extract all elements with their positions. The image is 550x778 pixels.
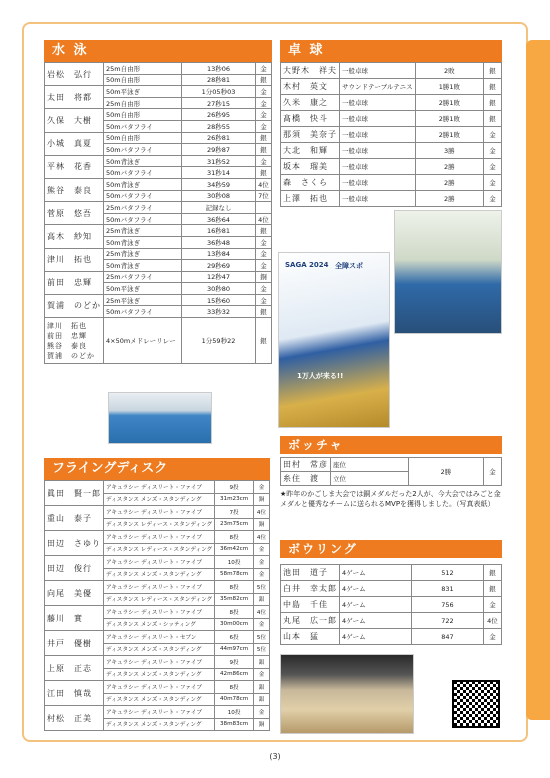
- athlete-name: 高木 紗知: [45, 225, 104, 248]
- medal-value: 銀: [484, 95, 502, 111]
- page-side-tab: [526, 40, 550, 720]
- medal-value: 金: [484, 458, 502, 486]
- result-value: 2勝: [409, 458, 484, 486]
- medal-value: 銀: [256, 167, 272, 179]
- result-value: 6投: [215, 631, 254, 644]
- medal-value: 7位: [256, 190, 272, 202]
- flying-disc-table: [44, 480, 270, 731]
- result-value: 8投: [215, 531, 254, 544]
- athlete-name: 小城 真夏: [45, 132, 104, 155]
- medal-value: 4位: [254, 606, 270, 619]
- table-row: [45, 506, 270, 519]
- relay-member: 前田 忠輝: [47, 331, 87, 340]
- event-name: 50mバタフライ: [104, 120, 182, 132]
- table-row: [45, 86, 272, 98]
- event-name: ディスタンス レディース・スタンディング: [104, 593, 215, 606]
- relay-member: 津川 拓也: [47, 321, 87, 330]
- result-value: 44m97cm: [215, 643, 254, 656]
- result-value: 2勝1敗: [415, 127, 483, 143]
- athlete-name: 田辺 さゆり: [45, 531, 104, 556]
- flying-disc-section: [44, 458, 270, 731]
- relay-result: 1分59秒22: [182, 318, 256, 364]
- medal-value: 銀: [484, 565, 502, 581]
- table-tennis-photo: [394, 210, 502, 334]
- medal-value: 銀: [484, 79, 502, 95]
- swimming-table: [44, 62, 272, 364]
- boccia-table: [280, 457, 502, 486]
- athlete-name: 田辺 俊行: [45, 556, 104, 581]
- boccia-note: ★昨年のかごしま大会では銅メダルだった2人が、今大会ではみごと金メダルと優秀なチームに送られるMVPを獲得しました。（写真表紙）: [280, 490, 501, 508]
- table-row: [281, 63, 502, 79]
- table-row: [45, 132, 272, 144]
- result-value: 2勝: [415, 159, 483, 175]
- medal-value: 4位: [484, 613, 502, 629]
- result-value: 34秒59: [182, 178, 256, 190]
- medal-value: [256, 202, 272, 214]
- result-value: 8投: [215, 606, 254, 619]
- event-name: 一般卓球: [340, 127, 416, 143]
- table-row: [45, 248, 272, 260]
- result-value: 2敗: [415, 63, 483, 79]
- medal-value: 金: [484, 175, 502, 191]
- table-row: [281, 191, 502, 207]
- result-value: 10投: [215, 556, 254, 569]
- result-value: 33秒32: [182, 306, 256, 318]
- medal-value: 金: [256, 260, 272, 272]
- table-row: [45, 109, 272, 121]
- sign-text: 1万人が来る!!: [297, 372, 344, 380]
- table-row: [281, 597, 502, 613]
- athlete-name: 太田 将都: [45, 86, 104, 109]
- table-row: [281, 458, 502, 472]
- table-tennis-header: 卓 球: [280, 40, 502, 62]
- relay-member: 熊谷 泰良: [47, 341, 87, 350]
- medal-value: 金: [256, 120, 272, 132]
- table-row: [45, 556, 270, 569]
- result-value: 8投: [215, 681, 254, 694]
- result-value: 9投: [215, 481, 254, 494]
- relay-member: 賀浦 のどか: [47, 351, 95, 360]
- relay-medal: 銀: [256, 318, 272, 364]
- athlete-name: 眞田 賢一郎: [45, 481, 104, 506]
- medal-value: 銅: [254, 718, 270, 731]
- medal-value: 銅: [256, 271, 272, 283]
- bowling-section: [280, 540, 502, 645]
- swimming-header: 水 泳: [44, 40, 272, 62]
- athlete-name: 久保 大樹: [45, 109, 104, 132]
- athlete-name: 向尾 美優: [45, 581, 104, 606]
- medal-value: 銀: [256, 132, 272, 144]
- swimming-section: [44, 40, 272, 364]
- event-name: 25m平泳ぎ: [104, 294, 182, 306]
- table-row: [45, 155, 272, 167]
- event-name: サウンドテーブルテニス: [340, 79, 416, 95]
- result-value: 27秒15: [182, 97, 256, 109]
- athlete-name: 賀浦 のどか: [45, 294, 104, 317]
- event-name: 4ゲーム: [340, 581, 412, 597]
- medal-value: 金: [254, 568, 270, 581]
- event-name: 一般卓球: [340, 111, 416, 127]
- table-row: [281, 95, 502, 111]
- medal-value: 金: [256, 283, 272, 295]
- athlete-name: 髙橋 快斗: [281, 111, 340, 127]
- result-value: 756: [412, 597, 484, 613]
- medal-value: 銀: [484, 63, 502, 79]
- table-row: [45, 178, 272, 190]
- medal-value: 金: [256, 248, 272, 260]
- result-value: 2勝1敗: [415, 95, 483, 111]
- medal-value: 銀: [256, 225, 272, 237]
- athlete-name: 前田 忠輝: [45, 271, 104, 294]
- medal-value: 金: [254, 668, 270, 681]
- result-value: 30秒08: [182, 190, 256, 202]
- medal-value: 5位: [254, 643, 270, 656]
- athlete-name: 那須 美奈子: [281, 127, 340, 143]
- medal-value: 5位: [254, 581, 270, 594]
- event-name: 25m背泳ぎ: [104, 225, 182, 237]
- medal-value: 金: [256, 236, 272, 248]
- medal-value: 銀: [254, 593, 270, 606]
- medal-value: 金: [254, 481, 270, 494]
- bowling-photo: [280, 654, 414, 734]
- event-name: アキュラシー ディスリート・ファイブ: [104, 531, 215, 544]
- event-name: ディスタンス メンズ・シッティング: [104, 618, 215, 631]
- event-name: 25m自由形: [104, 97, 182, 109]
- medal-value: 銀: [256, 144, 272, 156]
- medal-value: 金: [256, 155, 272, 167]
- event-name: アキュラシー ディスリート・ファイブ: [104, 656, 215, 669]
- result-value: 847: [412, 629, 484, 645]
- medal-value: 銀: [254, 681, 270, 694]
- medal-value: 銀: [484, 581, 502, 597]
- saga-banner-text: SAGA 2024: [285, 261, 329, 269]
- athlete-name: 大北 和輝: [281, 143, 340, 159]
- boccia-section: [280, 436, 502, 509]
- event-name: 4ゲーム: [340, 597, 412, 613]
- event-name: 4ゲーム: [340, 565, 412, 581]
- medal-value: 金: [254, 556, 270, 569]
- table-row: [281, 79, 502, 95]
- result-value: 36秒64: [182, 213, 256, 225]
- medal-value: 銅: [254, 493, 270, 506]
- table-row: [45, 656, 270, 669]
- table-row: [281, 127, 502, 143]
- athlete-name: 丸尾 広一郎: [281, 613, 340, 629]
- event-name: 一般卓球: [340, 143, 416, 159]
- swimming-photo: [108, 392, 212, 444]
- flying-disc-header: フライングディスク: [44, 458, 270, 480]
- event-name: ディスタンス メンズ・スタンディング: [104, 493, 215, 506]
- result-value: 36秒48: [182, 236, 256, 248]
- event-name: 50mバタフライ: [104, 213, 182, 225]
- result-value: 35m82cm: [215, 593, 254, 606]
- result-value: 1分05秒03: [182, 86, 256, 98]
- table-row: [281, 143, 502, 159]
- event-name: 50mバタフライ: [104, 144, 182, 156]
- table-row: [45, 202, 272, 214]
- table-row: [45, 294, 272, 306]
- event-name: 25mバタフライ: [104, 271, 182, 283]
- event-name: アキュラシー ディスリート・ファイブ: [104, 681, 215, 694]
- medal-value: 金: [256, 63, 272, 75]
- table-row: [45, 225, 272, 237]
- table-row: [45, 63, 272, 75]
- event-name: 50mバタフライ: [104, 190, 182, 202]
- result-value: 23m75cm: [215, 518, 254, 531]
- table-row: [281, 629, 502, 645]
- medal-value: 金: [484, 127, 502, 143]
- event-name: 立位: [331, 472, 409, 486]
- result-value: 31秒52: [182, 155, 256, 167]
- athlete-name: 大野木 祥夫: [281, 63, 340, 79]
- athlete-name: 久米 康之: [281, 95, 340, 111]
- result-value: 12秒47: [182, 271, 256, 283]
- event-name: 25m背泳ぎ: [104, 248, 182, 260]
- event-name: ディスタンス メンズ・スタンディング: [104, 668, 215, 681]
- bowling-table: [280, 564, 502, 645]
- event-name: 座位: [331, 458, 409, 472]
- event-name: 一般卓球: [340, 191, 416, 207]
- result-value: 31m23cm: [215, 493, 254, 506]
- table-row: [45, 531, 270, 544]
- event-name: 25m自由形: [104, 63, 182, 75]
- table-row: [45, 606, 270, 619]
- event-name: ディスタンス レディース・スタンディング: [104, 518, 215, 531]
- result-value: 831: [412, 581, 484, 597]
- medal-value: 5位: [254, 631, 270, 644]
- athlete-name: 池田 道子: [281, 565, 340, 581]
- medal-value: 銀: [254, 656, 270, 669]
- athlete-name: 熊谷 泰良: [45, 178, 104, 201]
- result-value: 30秒80: [182, 283, 256, 295]
- result-value: 1勝1敗: [415, 79, 483, 95]
- table-row: [45, 631, 270, 644]
- medal-value: 銀: [484, 111, 502, 127]
- event-name: 50m背泳ぎ: [104, 260, 182, 272]
- medal-value: 銀: [256, 306, 272, 318]
- page-number: (3): [269, 752, 281, 761]
- table-tennis-section: [280, 40, 502, 207]
- event-name: 一般卓球: [340, 63, 416, 79]
- event-name: ディスタンス メンズ・スタンディング: [104, 718, 215, 731]
- event-name: 50m背泳ぎ: [104, 178, 182, 190]
- result-value: 3勝: [415, 143, 483, 159]
- table-tennis-table: [280, 62, 502, 207]
- event-name: 一般卓球: [340, 175, 416, 191]
- result-value: 10投: [215, 706, 254, 719]
- table-row: [45, 681, 270, 694]
- event-name: 50m平泳ぎ: [104, 283, 182, 295]
- result-value: 15秒60: [182, 294, 256, 306]
- medal-value: 銅: [254, 518, 270, 531]
- athlete-name: 上澤 拓也: [281, 191, 340, 207]
- result-value: 7投: [215, 506, 254, 519]
- event-name: アキュラシー ディスリート・ファイブ: [104, 556, 215, 569]
- result-value: 28秒55: [182, 120, 256, 132]
- athlete-name: 藤川 實: [45, 606, 104, 631]
- event-name: 一般卓球: [340, 95, 416, 111]
- table-row: [281, 111, 502, 127]
- event-name: 50m自由形: [104, 132, 182, 144]
- athlete-photo: [278, 252, 390, 428]
- result-value: 13秒84: [182, 248, 256, 260]
- event-name: アキュラシー ディスリート・セブン: [104, 631, 215, 644]
- event-name: 25mバタフライ: [104, 202, 182, 214]
- medal-value: 銀: [256, 74, 272, 86]
- event-name: ディスタンス レディース・スタンディング: [104, 543, 215, 556]
- result-value: 31秒14: [182, 167, 256, 179]
- medal-value: 金: [256, 109, 272, 121]
- medal-value: 金: [256, 97, 272, 109]
- table-row: [281, 175, 502, 191]
- athlete-name: 白井 幸太郎: [281, 581, 340, 597]
- bowling-header: ボウリング: [280, 540, 502, 558]
- medal-value: 金: [254, 706, 270, 719]
- event-name: 一般卓球: [340, 159, 416, 175]
- medal-value: 4位: [256, 213, 272, 225]
- relay-names: [45, 318, 104, 364]
- table-row: [281, 159, 502, 175]
- medal-value: 銀: [254, 693, 270, 706]
- event-name: ディスタンス メンズ・スタンディング: [104, 693, 215, 706]
- event-name: 4ゲーム: [340, 629, 412, 645]
- table-row: [281, 613, 502, 629]
- medal-value: 4位: [254, 531, 270, 544]
- result-value: 28秒81: [182, 74, 256, 86]
- athlete-name: 上原 正志: [45, 656, 104, 681]
- event-name: 50m背泳ぎ: [104, 236, 182, 248]
- result-value: 2勝1敗: [415, 111, 483, 127]
- result-value: 8投: [215, 581, 254, 594]
- event-name: 50m自由形: [104, 74, 182, 86]
- event-name: 4ゲーム: [340, 613, 412, 629]
- result-value: 2勝: [415, 191, 483, 207]
- athlete-name: 坂本 瑠美: [281, 159, 340, 175]
- result-value: 58m78cm: [215, 568, 254, 581]
- table-row: [45, 271, 272, 283]
- result-value: 36m42cm: [215, 543, 254, 556]
- athlete-name: 糸住 渡: [281, 472, 331, 486]
- result-value: 512: [412, 565, 484, 581]
- table-row: [281, 565, 502, 581]
- result-value: 38m83cm: [215, 718, 254, 731]
- relay-event: 4×50mメドレーリレー: [104, 318, 182, 364]
- medal-value: 金: [254, 618, 270, 631]
- medal-value: 4位: [256, 178, 272, 190]
- athlete-name: 中島 千佳: [281, 597, 340, 613]
- event-name: 50mバタフライ: [104, 306, 182, 318]
- medal-value: 金: [256, 294, 272, 306]
- saga-banner-sub: 全障スポ: [335, 262, 363, 270]
- table-row: [45, 581, 270, 594]
- result-value: 722: [412, 613, 484, 629]
- event-name: アキュラシー ディスリート・ファイブ: [104, 706, 215, 719]
- table-row: [45, 706, 270, 719]
- event-name: アキュラシー ディスリート・ファイブ: [104, 506, 215, 519]
- athlete-name: 平林 花香: [45, 155, 104, 178]
- event-name: アキュラシー ディスリート・ファイブ: [104, 606, 215, 619]
- table-row: [45, 481, 270, 494]
- result-value: 26秒81: [182, 132, 256, 144]
- athlete-name: 村松 正美: [45, 706, 104, 731]
- event-name: ディスタンス メンズ・スタンディング: [104, 568, 215, 581]
- event-name: 50m平泳ぎ: [104, 86, 182, 98]
- athlete-name: 森 さくら: [281, 175, 340, 191]
- result-value: 16秒81: [182, 225, 256, 237]
- athlete-name: 木村 英文: [281, 79, 340, 95]
- athlete-name: 田村 常彦: [281, 458, 331, 472]
- result-value: 2勝: [415, 175, 483, 191]
- athlete-name: 江田 慎哉: [45, 681, 104, 706]
- result-value: 記録なし: [182, 202, 256, 214]
- athlete-name: 重山 泰子: [45, 506, 104, 531]
- table-row: [281, 581, 502, 597]
- medal-value: 金: [254, 543, 270, 556]
- medal-value: 金: [484, 143, 502, 159]
- result-value: 9投: [215, 656, 254, 669]
- event-name: 50m背泳ぎ: [104, 155, 182, 167]
- athlete-name: 菅原 悠吾: [45, 202, 104, 225]
- event-name: 50m自由形: [104, 109, 182, 121]
- event-name: アキュラシー ディスリート・ファイブ: [104, 481, 215, 494]
- event-name: 50mバタフライ: [104, 167, 182, 179]
- athlete-name: 津川 拓也: [45, 248, 104, 271]
- athlete-name: 井戸 優樹: [45, 631, 104, 656]
- medal-value: 金: [256, 86, 272, 98]
- relay-row: [45, 318, 272, 364]
- athlete-name: 岩松 弘行: [45, 63, 104, 86]
- medal-value: 金: [484, 159, 502, 175]
- event-name: アキュラシー ディスリート・ファイブ: [104, 581, 215, 594]
- athlete-name: 山本 猛: [281, 629, 340, 645]
- result-value: 13秒06: [182, 63, 256, 75]
- result-value: 29秒69: [182, 260, 256, 272]
- result-value: 29秒87: [182, 144, 256, 156]
- result-value: 26秒95: [182, 109, 256, 121]
- result-value: 30m00cm: [215, 618, 254, 631]
- medal-value: 金: [484, 191, 502, 207]
- medal-value: 4位: [254, 506, 270, 519]
- medal-value: 金: [484, 629, 502, 645]
- result-value: 40m78cm: [215, 693, 254, 706]
- result-value: 42m86cm: [215, 668, 254, 681]
- boccia-header: ボッチャ: [280, 436, 502, 454]
- qr-code[interactable]: [452, 680, 500, 728]
- medal-value: 金: [484, 597, 502, 613]
- event-name: ディスタンス メンズ・スタンディング: [104, 643, 215, 656]
